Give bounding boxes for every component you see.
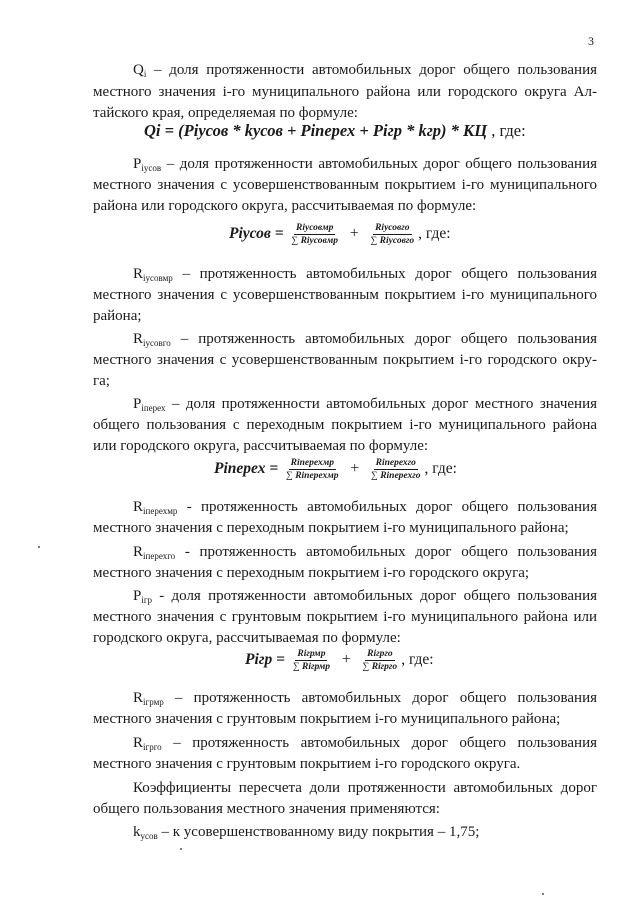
symbol-r: R (133, 331, 144, 347)
formula-qi-part: * (228, 121, 245, 140)
fraction (289, 223, 340, 246)
formula-eq: = (270, 225, 288, 243)
formula-qi (144, 121, 526, 141)
paragraph-riperekhgo-line2: местного значения с переходным покрытием i-го городского округа; (93, 565, 530, 581)
fraction-denominator (291, 661, 332, 672)
symbol-subscript: iусовго (143, 338, 171, 348)
symbol-subscript: iгрмр (143, 697, 164, 707)
denominator-term: Riперехмр (295, 471, 339, 481)
paragraph-text: – доля протяженности автомобильных дорог местного значения (165, 396, 597, 412)
paragraph-riperekhgo-line1 (93, 542, 597, 563)
formula-qi-part: iперех (310, 121, 356, 140)
plus-sign: + (341, 651, 351, 669)
symbol-p: P (133, 156, 142, 172)
sum-symbol: ∑ (291, 236, 299, 246)
fraction-denominator (369, 470, 422, 481)
formula-lhs: Piусов (229, 225, 271, 243)
paragraph-text: - протяженность автомобильных дорог общего пользования (175, 544, 597, 560)
paragraph-text: – протяженность автомобильных дорог общего пользования (170, 331, 597, 347)
paragraph-riusovgo-line3: га; (93, 373, 110, 389)
paragraph-text: – к усовершенствованному виду покрытия – 1,75; (157, 824, 480, 840)
fraction-denominator (284, 470, 340, 481)
scan-speck (180, 848, 182, 850)
formula-qi-part: P (372, 121, 384, 140)
symbol-r: R (133, 735, 144, 751)
symbol-subscript: iперех (141, 403, 166, 413)
formula-qi-part: ) * КЦ (441, 121, 488, 140)
scan-speck (542, 893, 544, 895)
paragraph-riusovgo-line2: местного значения с усовершенствованным покрытием i-го городского окру- (93, 352, 597, 368)
formula-pigr (245, 649, 434, 672)
plus-sign: + (350, 460, 360, 478)
fraction (369, 223, 417, 246)
paragraph-riperekhmr-line1 (93, 497, 597, 518)
paragraph-text: - доля протяженности автомобильных дорог общего пользования (152, 588, 597, 604)
fraction-numerator: Riперехго (375, 458, 416, 468)
fraction-denominator (369, 235, 417, 246)
paragraph-kusov-line1 (93, 822, 597, 843)
denominator-term: Riусовго (379, 236, 415, 246)
symbol-subscript: iперехго (143, 551, 176, 561)
symbol-q: Q (133, 62, 144, 78)
sum-symbol: ∑ (292, 662, 300, 672)
formula-qi-part: + (355, 121, 373, 140)
paragraph-text: Коэффициенты пересчета доли протяженности автомобильных дорог (133, 780, 597, 796)
page-number: 3 (588, 34, 594, 48)
paragraph-qi-definition-line2: местного значения i-го муниципального района или городского округа Ал- (93, 84, 597, 100)
fraction (361, 649, 400, 672)
formula-tail: , где: (418, 225, 451, 243)
formula-piperekh (214, 458, 457, 481)
formula-qi-part: kусов (244, 121, 283, 140)
fraction (369, 458, 422, 481)
formula-qi-part: iгр (383, 121, 402, 140)
sum-symbol: ∑ (370, 236, 378, 246)
paragraph-piperekh-line1 (93, 394, 597, 415)
symbol-k: k (133, 824, 141, 840)
formula-piusov (229, 223, 451, 246)
sum-symbol: ∑ (371, 471, 378, 481)
paragraph-riusovmr-line2: местного значения с усовершенствованным покрытием i-го муниципального (93, 287, 597, 303)
paragraph-rigrgo-line2: местного значения с грунтовым покрытием i-го городского округа. (93, 756, 521, 772)
paragraph-piusov-line1 (93, 154, 597, 175)
sum-symbol: ∑ (286, 471, 293, 481)
fraction-numerator: Riусовмр (296, 223, 334, 233)
formula-qi-part: * (401, 121, 419, 140)
paragraph-text: – протяженность автомобильных дорог общего пользования (172, 266, 597, 282)
symbol-p: P (133, 396, 142, 412)
formula-lhs: Piгр (245, 651, 273, 669)
scan-speck (38, 546, 40, 548)
paragraph-text: – протяженность автомобильных дорог общего пользования (161, 735, 597, 751)
paragraph-coefficients-line2: общего пользования местного значения применяются: (93, 801, 440, 817)
denominator-term: Riгрго (371, 662, 398, 672)
formula-qi-part: + (282, 121, 301, 140)
paragraph-riusovgo-line1 (93, 329, 597, 350)
paragraph-text: – доля протяженности автомобильных дорог общего пользования (161, 156, 597, 172)
formula-eq: = (272, 651, 289, 669)
formula-qi-part: = ( (160, 121, 184, 140)
paragraph-coefficients-line1 (93, 778, 597, 799)
fraction-denominator (289, 235, 340, 246)
paragraph-rigrmr-line1 (93, 688, 597, 709)
paragraph-riusovmr-line1 (93, 264, 597, 285)
plus-sign: + (349, 225, 359, 243)
paragraph-text: - протяженность автомобильных дорог общего пользования (177, 499, 597, 515)
paragraph-text: – протяженность автомобильных дорог общего пользования (163, 690, 597, 706)
paragraph-riusovmr-line3: района; (93, 308, 142, 324)
symbol-r: R (133, 499, 144, 515)
fraction (291, 649, 332, 672)
symbol-subscript: усов (140, 831, 158, 841)
fraction-denominator (361, 661, 400, 672)
fraction (284, 458, 340, 481)
fraction-numerator: Riгрго (367, 649, 393, 659)
sum-symbol: ∑ (362, 662, 370, 672)
paragraph-pigr-line1 (93, 586, 597, 607)
symbol-subscript: iгр (141, 595, 153, 605)
formula-tail: , где: (401, 651, 434, 669)
paragraph-piperekh-line3: или городского округа, рассчитываемая по формуле: (93, 438, 429, 454)
formula-tail: , где: (424, 460, 457, 478)
paragraph-text: – доля протяженности автомобильных дорог общего пользования (146, 62, 597, 78)
paragraph-rigrgo-line1 (93, 733, 597, 754)
formula-eq: = (265, 460, 283, 478)
paragraph-pigr-line2: местного значения с грунтовым покрытием i-го муниципального района или (93, 609, 597, 625)
symbol-q-subscript: i (143, 69, 147, 79)
formula-qi-tail: , где: (487, 121, 526, 140)
symbol-r: R (133, 266, 144, 282)
symbol-subscript: iусовмр (143, 273, 173, 283)
denominator-term: Riперехго (380, 471, 421, 481)
paragraph-piusov-line3: района или городского округа, рассчитываемая по формуле: (93, 198, 477, 214)
formula-qi-part: iусов (193, 121, 229, 140)
fraction-numerator: Riперехмр (290, 458, 334, 468)
formula-qi-part: kгр (418, 121, 442, 140)
fraction-numerator: Riусовго (375, 223, 410, 233)
symbol-p: P (133, 588, 142, 604)
paragraph-piusov-line2: местного значения с усовершенствованным покрытием i-го муниципального (93, 177, 597, 193)
paragraph-riperekhmr-line2: местного значения с переходным покрытием i-го муниципального района; (93, 520, 569, 536)
formula-qi-part: P (183, 121, 194, 140)
symbol-subscript: iусов (141, 163, 162, 173)
paragraph-qi-definition-line3: тайского края, определяемая по формуле: (93, 105, 358, 121)
symbol-subscript: iгрго (143, 742, 162, 752)
formula-qi-part: P (300, 121, 311, 140)
symbol-r: R (133, 690, 144, 706)
fraction-numerator: Riгрмр (297, 649, 326, 659)
paragraph-pigr-line3: городского округа, рассчитываемая по формуле: (93, 630, 401, 646)
paragraph-piperekh-line2: общего пользования с переходным покрытием i-го муниципального района (93, 417, 597, 433)
paragraph-rigrmr-line2: местного значения с грунтовым покрытием i-го муниципального района; (93, 711, 561, 727)
denominator-term: Riусовмр (300, 236, 339, 246)
denominator-term: Riгрмр (302, 662, 331, 672)
formula-qi-lhs: Qi (144, 121, 161, 140)
symbol-r: R (133, 544, 144, 560)
paragraph-qi-definition-line1 (93, 60, 597, 81)
symbol-subscript: iперехмр (143, 506, 178, 516)
formula-lhs: Piперех (214, 460, 266, 478)
